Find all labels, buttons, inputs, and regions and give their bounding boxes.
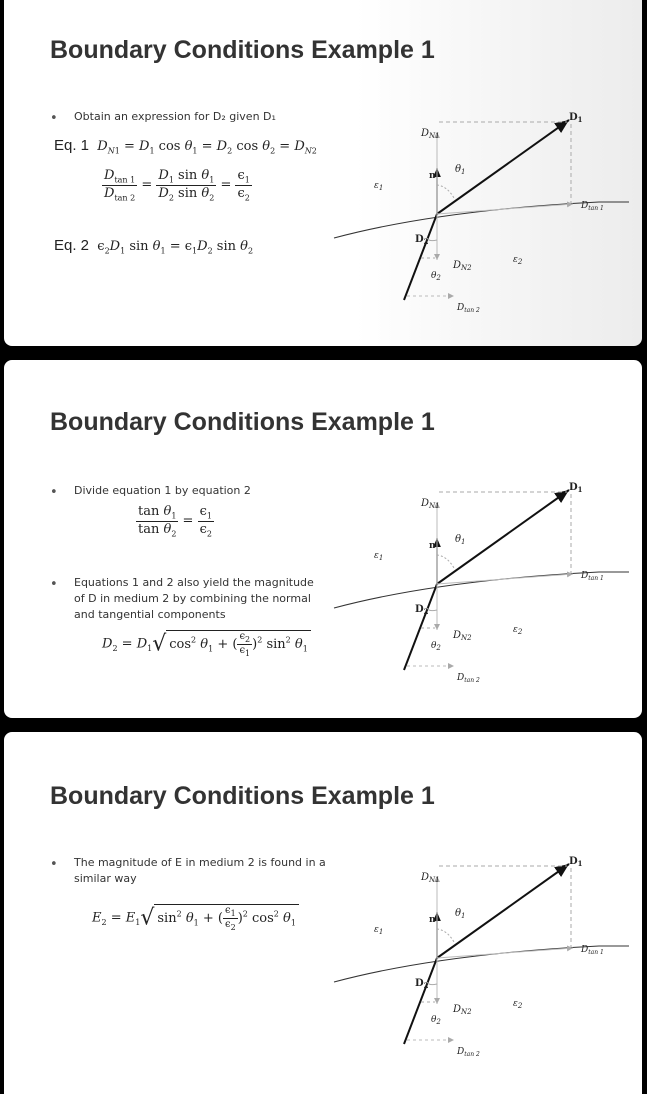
d2-arrow xyxy=(404,214,437,300)
label-d2: $D_2$ xyxy=(415,604,429,616)
label-eps1: $\varepsilon_1$ xyxy=(374,925,384,936)
label-dn2: $D_{N2}$ xyxy=(453,260,472,272)
bullet-dot: • xyxy=(50,857,58,872)
bullet-dot: • xyxy=(50,111,58,126)
label-d2: $D_2$ xyxy=(415,978,429,990)
label-theta1: $\theta_1$ xyxy=(455,534,466,546)
boundary-diagram xyxy=(329,480,639,684)
label-eps2: $\varepsilon_2$ xyxy=(513,255,523,266)
bullet-text xyxy=(74,109,276,125)
e2-magnitude-equation: $E_2 = E_1√$ $\sin^2 \theta_1$ + ( $\frac{\epsilon_1}{\epsilon_2}$ )$^2$ $\cos^2 \theta_1$ xyxy=(92,904,299,932)
label-d1: $D_1$ xyxy=(569,856,583,868)
dtan1-line xyxy=(437,574,573,584)
label-theta2: $\theta_2$ xyxy=(431,641,441,652)
dtan1-line xyxy=(437,204,573,214)
bullet-text xyxy=(74,483,251,499)
label-dtan1: $D_{tan 1}$ xyxy=(581,571,604,582)
d2-arrow xyxy=(404,958,437,1044)
label-dtan2: $D_{tan 2}$ xyxy=(457,303,480,314)
slide-title: Boundary Conditions Example 1 xyxy=(50,36,435,64)
label-n: n xyxy=(429,541,436,551)
label-eps1: $\varepsilon_1$ xyxy=(374,181,384,192)
slide-3 xyxy=(4,732,642,1094)
label-eps2: $\varepsilon_2$ xyxy=(513,625,523,636)
bullet-dot: • xyxy=(50,485,58,500)
label-theta1: $\theta_1$ xyxy=(455,164,466,176)
equation-1: Eq. 1 $D_{N1} = D_1$ $\cos \theta_1 = D_2$ $\cos \theta_2 = D_{N2}$ xyxy=(54,137,317,156)
slide-title: Boundary Conditions Example 1 xyxy=(50,408,435,436)
label-dtan1: $D_{tan 1}$ xyxy=(581,945,604,956)
label-d1: $D_1$ xyxy=(569,482,583,494)
label-dtan1: $D_{tan 1}$ xyxy=(581,201,604,212)
bullet-text-multiline xyxy=(74,855,326,887)
label-eps2: $\varepsilon_2$ xyxy=(513,999,523,1010)
theta1-arc xyxy=(437,555,454,568)
d2-arrow xyxy=(404,584,437,670)
diagram-svg xyxy=(329,480,639,684)
bullet-text-multiline xyxy=(74,575,314,623)
label-dn2: $D_{N2}$ xyxy=(453,1004,472,1016)
bullet-text-label: Obtain an expression for D₂ given D₁ xyxy=(74,110,276,123)
boundary-diagram xyxy=(329,854,639,1058)
d2-magnitude-equation: $D_2 = D_1√$ $\cos^2 \theta_1$ + ( $\frac{\epsilon_2}{\epsilon_1}$ )$^2$ $\sin^2 \theta_1$ xyxy=(102,630,311,658)
bullet-line: Equations 1 and 2 also yield the magnitude xyxy=(74,576,314,589)
bullet-line: similar way xyxy=(74,872,137,885)
label-d1: $D_1$ xyxy=(569,112,583,124)
boundary-diagram xyxy=(329,110,639,314)
eq1-label: Eq. 1 xyxy=(54,137,90,154)
label-dn2: $D_{N2}$ xyxy=(453,630,472,642)
bullet-line: of D in medium 2 by combining the normal xyxy=(74,592,311,605)
label-dtan2: $D_{tan 2}$ xyxy=(457,1047,480,1058)
label-theta2: $\theta_2$ xyxy=(431,1015,441,1026)
tan-ratio-equation: $\frac{\tan \theta_1}{\tan \theta_2}$ = $\frac{\epsilon_1}{\epsilon_2}$ xyxy=(138,504,212,539)
label-d2: $D_2$ xyxy=(415,234,429,246)
label-eps1: $\varepsilon_1$ xyxy=(374,551,384,562)
label-n: n xyxy=(429,915,436,925)
bullet-line: and tangential components xyxy=(74,608,226,621)
ratio-equation: $\frac{D_{tan 1}}{D_{tan 2}}$ = $\frac{D_1 \sin \theta_1}{D_2 \sin \theta_2}$ = $\frac{\epsilon_1}{\epsilon_2}$ xyxy=(104,168,250,203)
diagram-svg xyxy=(329,110,639,314)
eq2-label: Eq. 2 xyxy=(54,237,90,254)
label-dn1: $D_{N1}$ xyxy=(421,128,440,140)
slide-2 xyxy=(4,360,642,718)
dtan1-line xyxy=(437,948,573,958)
slide-1 xyxy=(4,0,642,346)
label-dtan2: $D_{tan 2}$ xyxy=(457,673,480,684)
equation-2: Eq. 2 $\epsilon_2D_1$ $\sin \theta_1 = \epsilon_1D_2$ $\sin \theta_2$ xyxy=(54,237,254,256)
theta1-arc xyxy=(437,929,454,942)
label-n: n xyxy=(429,171,436,181)
diagram-svg xyxy=(329,854,639,1058)
bullet-line: The magnitude of E in medium 2 is found in a xyxy=(74,856,326,869)
label-theta2: $\theta_2$ xyxy=(431,271,441,282)
label-dn1: $D_{N1}$ xyxy=(421,872,440,884)
label-theta1: $\theta_1$ xyxy=(455,908,466,920)
slide-title: Boundary Conditions Example 1 xyxy=(50,782,435,810)
bullet-text-label: Divide equation 1 by equation 2 xyxy=(74,484,251,497)
theta1-arc xyxy=(437,185,454,198)
bullet-dot: • xyxy=(50,577,58,592)
label-dn1: $D_{N1}$ xyxy=(421,498,440,510)
